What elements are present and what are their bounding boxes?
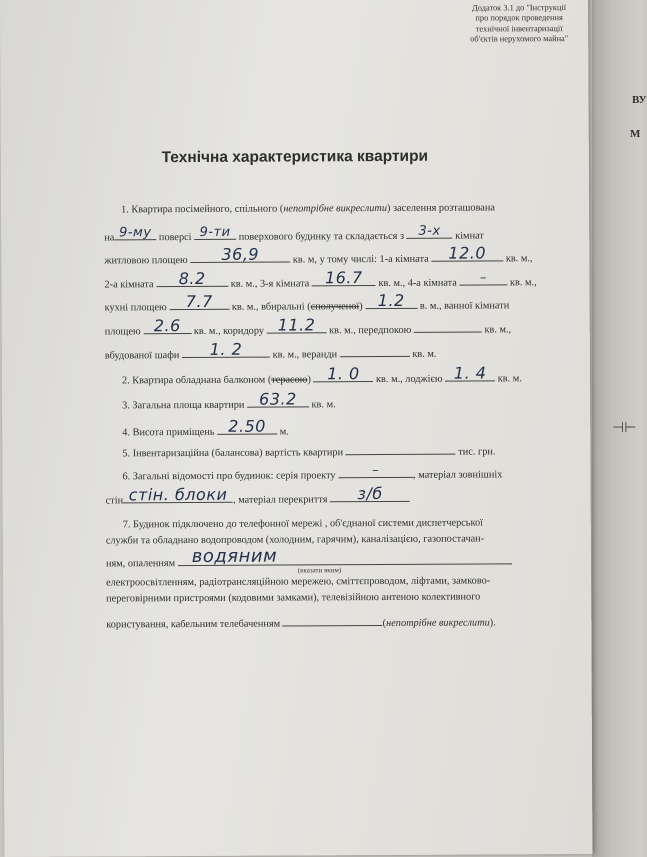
handwritten-value: водяним bbox=[191, 545, 278, 568]
text: кв. м., передпокою bbox=[329, 324, 412, 337]
room3-field bbox=[312, 268, 376, 288]
s2-line bbox=[121, 363, 567, 387]
handwritten-value: стін. блоки bbox=[128, 484, 228, 505]
text: ) заселення розташована bbox=[386, 202, 495, 214]
floors-total-field bbox=[194, 224, 236, 240]
room4-field bbox=[459, 272, 507, 285]
s6-line-1 bbox=[122, 464, 567, 482]
handwritten-value: 3-х bbox=[418, 223, 441, 239]
handwritten-value: 1. 2 bbox=[209, 339, 243, 359]
handwritten-value: – bbox=[479, 270, 487, 286]
handwritten-value: 36,9 bbox=[221, 244, 260, 264]
text: кв. м., 4-а кімната bbox=[378, 277, 457, 290]
text: 5. Інвентаризаційна (балансова) вартість квартири bbox=[122, 447, 344, 460]
appendix-line: технічної інвентаризації bbox=[475, 23, 563, 34]
s6-line-2 bbox=[105, 484, 551, 507]
text: кухні площею bbox=[104, 302, 167, 314]
text: кв. м, у тому числі: 1-а кімната bbox=[292, 253, 429, 266]
s1-line-7 bbox=[104, 339, 550, 362]
s7-line-1: 7. Будинок підключено до телефонної мережі , об'єднаної системи диспетчерської bbox=[122, 517, 483, 531]
text: ням, опаленням bbox=[105, 558, 176, 570]
s7-line-5: переговірними пристроями (кодовими замками), телевізійною антеною колективного bbox=[106, 591, 481, 605]
closet-field bbox=[182, 339, 270, 359]
handwritten-value: 2.6 bbox=[153, 316, 181, 336]
text: кв. м. bbox=[412, 348, 437, 360]
text: кв. м., bbox=[505, 253, 533, 265]
text: користування, кабельним телебаченням bbox=[106, 618, 281, 631]
text: кв. м., коридору bbox=[193, 325, 265, 337]
text: поверхового будинку та складається з bbox=[238, 230, 405, 243]
walls-field bbox=[123, 484, 233, 505]
text: кв. м., bbox=[484, 324, 512, 336]
text: 2-а кімната bbox=[104, 279, 154, 291]
room2-field bbox=[156, 268, 228, 289]
value-field bbox=[346, 442, 456, 456]
page-title: Технічна характеристика квартири bbox=[161, 147, 429, 167]
handwritten-value: 1.2 bbox=[377, 290, 405, 311]
s1-line-2 bbox=[104, 225, 549, 243]
handwritten-value: 11.2 bbox=[277, 315, 316, 335]
text: кв. м., 3-я кімната bbox=[230, 278, 310, 290]
next-page-edge bbox=[592, 0, 647, 857]
handwritten-value: 12.0 bbox=[448, 243, 487, 263]
text: тис. грн. bbox=[458, 446, 496, 458]
cable-tv-field bbox=[283, 613, 383, 627]
handwritten-value: 1. 4 bbox=[453, 363, 487, 383]
text: кв. м., вбиральні ( bbox=[231, 301, 311, 313]
s5-line bbox=[122, 441, 567, 459]
next-page-text: М bbox=[630, 128, 641, 140]
s1-line-5 bbox=[104, 290, 550, 314]
text: поверсі bbox=[158, 232, 192, 244]
handwritten-value: 63.2 bbox=[259, 389, 297, 409]
text: кв. м. bbox=[311, 399, 336, 411]
text: 3. Загальна площа квартири bbox=[122, 399, 245, 412]
text: стін bbox=[105, 495, 124, 507]
text: ). bbox=[489, 617, 496, 629]
handwritten-value: 2.50 bbox=[228, 416, 266, 436]
text: на bbox=[104, 232, 115, 244]
text: житловою площею bbox=[104, 255, 188, 267]
text: 6. Загальні відомості про будинок: серія проекту bbox=[122, 470, 336, 483]
text: ( bbox=[382, 617, 387, 630]
balcony-field bbox=[313, 364, 373, 384]
text: кв. м., лоджією bbox=[376, 373, 443, 386]
bath-field bbox=[143, 316, 191, 336]
text: ) bbox=[359, 301, 363, 313]
text: непотрібне викреслити bbox=[386, 617, 490, 629]
height-field bbox=[217, 416, 277, 436]
text: 4. Висота приміщень bbox=[122, 426, 215, 439]
struck-text: сполученої bbox=[310, 301, 360, 313]
series-field bbox=[338, 465, 413, 478]
handwritten-value: 7.7 bbox=[185, 291, 213, 312]
text: , матеріал зовнішніх bbox=[413, 469, 503, 481]
s7-line-2: служби та обладнано водопроводом (холодним, гарячим), каналізацією, газопостачан- bbox=[105, 533, 485, 547]
living-area-field bbox=[190, 244, 290, 264]
heating-field bbox=[178, 545, 512, 575]
room1-field bbox=[431, 243, 503, 263]
floor-field bbox=[114, 227, 156, 240]
handwritten-value: з/б bbox=[357, 484, 383, 504]
kitchen-field bbox=[169, 291, 229, 312]
appendix-line: Додаток 3.1 до "Інструкції bbox=[471, 3, 567, 13]
handwritten-value: – bbox=[372, 463, 380, 479]
next-page-text: ВУ bbox=[632, 94, 647, 106]
toilet-field bbox=[365, 290, 417, 311]
veranda-field bbox=[340, 344, 410, 357]
text: 2. Квартира обладнана балконом ( bbox=[121, 374, 272, 387]
text: кв. м., bbox=[509, 277, 537, 289]
text: кв. м., веранди bbox=[272, 349, 338, 361]
text: кв. м. bbox=[497, 373, 522, 385]
corridor-field bbox=[267, 315, 327, 335]
text: непотрібне викреслити bbox=[283, 202, 388, 215]
appendix-note bbox=[455, 3, 583, 45]
s1-line-1 bbox=[121, 202, 566, 215]
s7-line-4: електроосвітленням, радіотрансляційною мережею, сміттєпроводом, ліфтами, замково- bbox=[106, 575, 491, 589]
text: ) bbox=[307, 374, 311, 386]
s1-line-4 bbox=[104, 268, 549, 291]
rooms-field bbox=[407, 223, 453, 239]
text: в. м., ванної кімнати bbox=[419, 300, 510, 312]
appendix-line: про порядок проведення bbox=[475, 13, 563, 23]
s7-line-6 bbox=[106, 612, 551, 630]
handwritten-value: 9-му bbox=[119, 225, 152, 241]
text: кімнат bbox=[455, 230, 484, 242]
text: м. bbox=[279, 426, 289, 438]
handwritten-value: 9-ти bbox=[199, 224, 231, 240]
s7-line-3 bbox=[105, 545, 551, 575]
text: , матеріал перекриття bbox=[233, 494, 328, 506]
text: вбудованої шафи bbox=[104, 350, 180, 362]
handwritten-value: 1. 0 bbox=[327, 364, 360, 384]
appendix-line: об'єктів нерухомого майна" bbox=[470, 34, 569, 44]
hallway-field bbox=[414, 319, 482, 332]
s1-line-6 bbox=[104, 315, 550, 338]
struck-text: терасою bbox=[271, 374, 308, 386]
loggia-field bbox=[445, 363, 495, 383]
field-hint: (вказати яким) bbox=[297, 566, 342, 575]
s1-line-3 bbox=[104, 243, 549, 267]
handwritten-value: 8.2 bbox=[178, 268, 206, 289]
s3-line bbox=[122, 389, 567, 412]
pen-mark: ⊣⊢ bbox=[612, 421, 637, 436]
total-area-field bbox=[247, 389, 309, 409]
s4-line bbox=[122, 416, 567, 439]
text: 1. Квартира посімейного, спільного ( bbox=[121, 203, 284, 216]
ceiling-field bbox=[330, 484, 410, 504]
text: площею bbox=[104, 326, 141, 338]
handwritten-value: 16.7 bbox=[324, 268, 363, 288]
